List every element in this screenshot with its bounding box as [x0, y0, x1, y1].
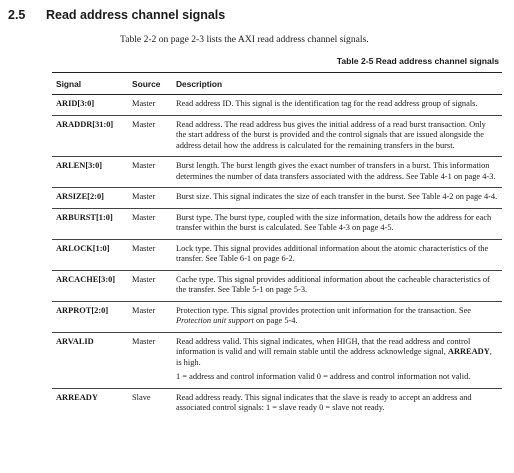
value-encoding: 1 = address and control information valid 0 = address and control information not valid. — [176, 372, 471, 381]
signal-name: ARSIZE[2:0] — [52, 188, 128, 209]
description-text: Read address valid. This signal indicates, when HIGH, that the read address and control information is valid and will remain stable until the address acknowledge signal, — [176, 336, 471, 356]
signal-description: Burst length. The burst length gives the exact number of transfers in a burst. This information determines the number of data transfers associated with the address. See Table 4-1 on page 4-3. — [172, 157, 502, 188]
signal-description: Lock type. This signal provides additional information about the atomic characteristics of the transfer. See Table 6-1 on page 6-2. — [172, 239, 502, 270]
signal-description — [172, 332, 502, 388]
signal-name: ARCACHE[3:0] — [52, 270, 128, 301]
description-text: on page 5-4. — [253, 316, 298, 325]
table-row — [52, 388, 502, 419]
table-caption: Table 2-5 Read address channel signals — [336, 56, 499, 66]
signal-source: Master — [128, 208, 172, 239]
description-text: , is high. — [176, 347, 492, 367]
table-row — [52, 301, 502, 332]
table-row — [52, 157, 502, 188]
header-description: Description — [172, 73, 502, 95]
description-text: Protection type. This signal provides protection unit information for the transaction. See — [176, 305, 472, 315]
signal-name: ARADDR[31:0] — [52, 115, 128, 157]
signal-table — [52, 72, 502, 419]
signal-name: ARLEN[3:0] — [52, 157, 128, 188]
signal-source: Master — [128, 115, 172, 157]
intro-paragraph: Table 2-2 on page 2-3 lists the AXI read address channel signals. — [120, 34, 369, 45]
signal-source: Master — [128, 270, 172, 301]
table-row — [52, 270, 502, 301]
signal-name: ARID[3:0] — [52, 95, 128, 116]
signal-name: ARBURST[1:0] — [52, 208, 128, 239]
table-row — [52, 188, 502, 209]
signal-description: Burst size. This signal indicates the size of each transfer in the burst. See Table 4-2 on page 4-4. — [172, 188, 502, 209]
signal-description — [172, 301, 502, 332]
signal-description: Read address. The read address bus gives the initial address of a read burst transaction. Only the start address of the burst is provided and the control signals that are issued alongside the address detail how the address is calculated for the remaining transfers in the burst. — [172, 115, 502, 157]
signal-name: ARVALID — [52, 332, 128, 388]
table-header-row — [52, 73, 502, 95]
signal-reference: ARREADY — [447, 347, 490, 356]
signal-description: Read address ID. This signal is the identification tag for the read address group of signals. — [172, 95, 502, 116]
signal-source: Master — [128, 157, 172, 188]
cross-reference-link[interactable]: Protection unit support — [176, 316, 254, 325]
signal-description: Burst type. The burst type, coupled with the size information, details how the address for each transfer within the burst is calculated. See Table 4-3 on page 4-5. — [172, 208, 502, 239]
table-row — [52, 115, 502, 157]
signal-source: Master — [128, 332, 172, 388]
signal-source: Slave — [132, 392, 151, 402]
signal-description: Read address ready. This signal indicates that the slave is ready to accept an address and associated control signals: 1 = slave ready 0 = slave not ready. — [176, 392, 472, 412]
signal-name: ARREADY — [56, 392, 98, 402]
header-source: Source — [128, 73, 172, 95]
section-heading — [8, 8, 225, 22]
header-signal: Signal — [52, 73, 128, 95]
table-row — [52, 95, 502, 116]
signal-source: Master — [128, 95, 172, 116]
signal-description: Cache type. This signal provides additional information about the cacheable characteristics of the transfer. See Table 5-1 on page 5-3. — [172, 270, 502, 301]
signal-source: Master — [128, 239, 172, 270]
table-row — [52, 239, 502, 270]
signal-source: Master — [128, 188, 172, 209]
signal-name: ARPROT[2:0] — [52, 301, 128, 332]
table-row — [52, 332, 502, 388]
signal-source: Master — [128, 301, 172, 332]
table-row — [52, 208, 502, 239]
section-number: 2.5 — [8, 8, 26, 22]
section-title: Read address channel signals — [46, 8, 226, 22]
signal-name: ARLOCK[1:0] — [52, 239, 128, 270]
